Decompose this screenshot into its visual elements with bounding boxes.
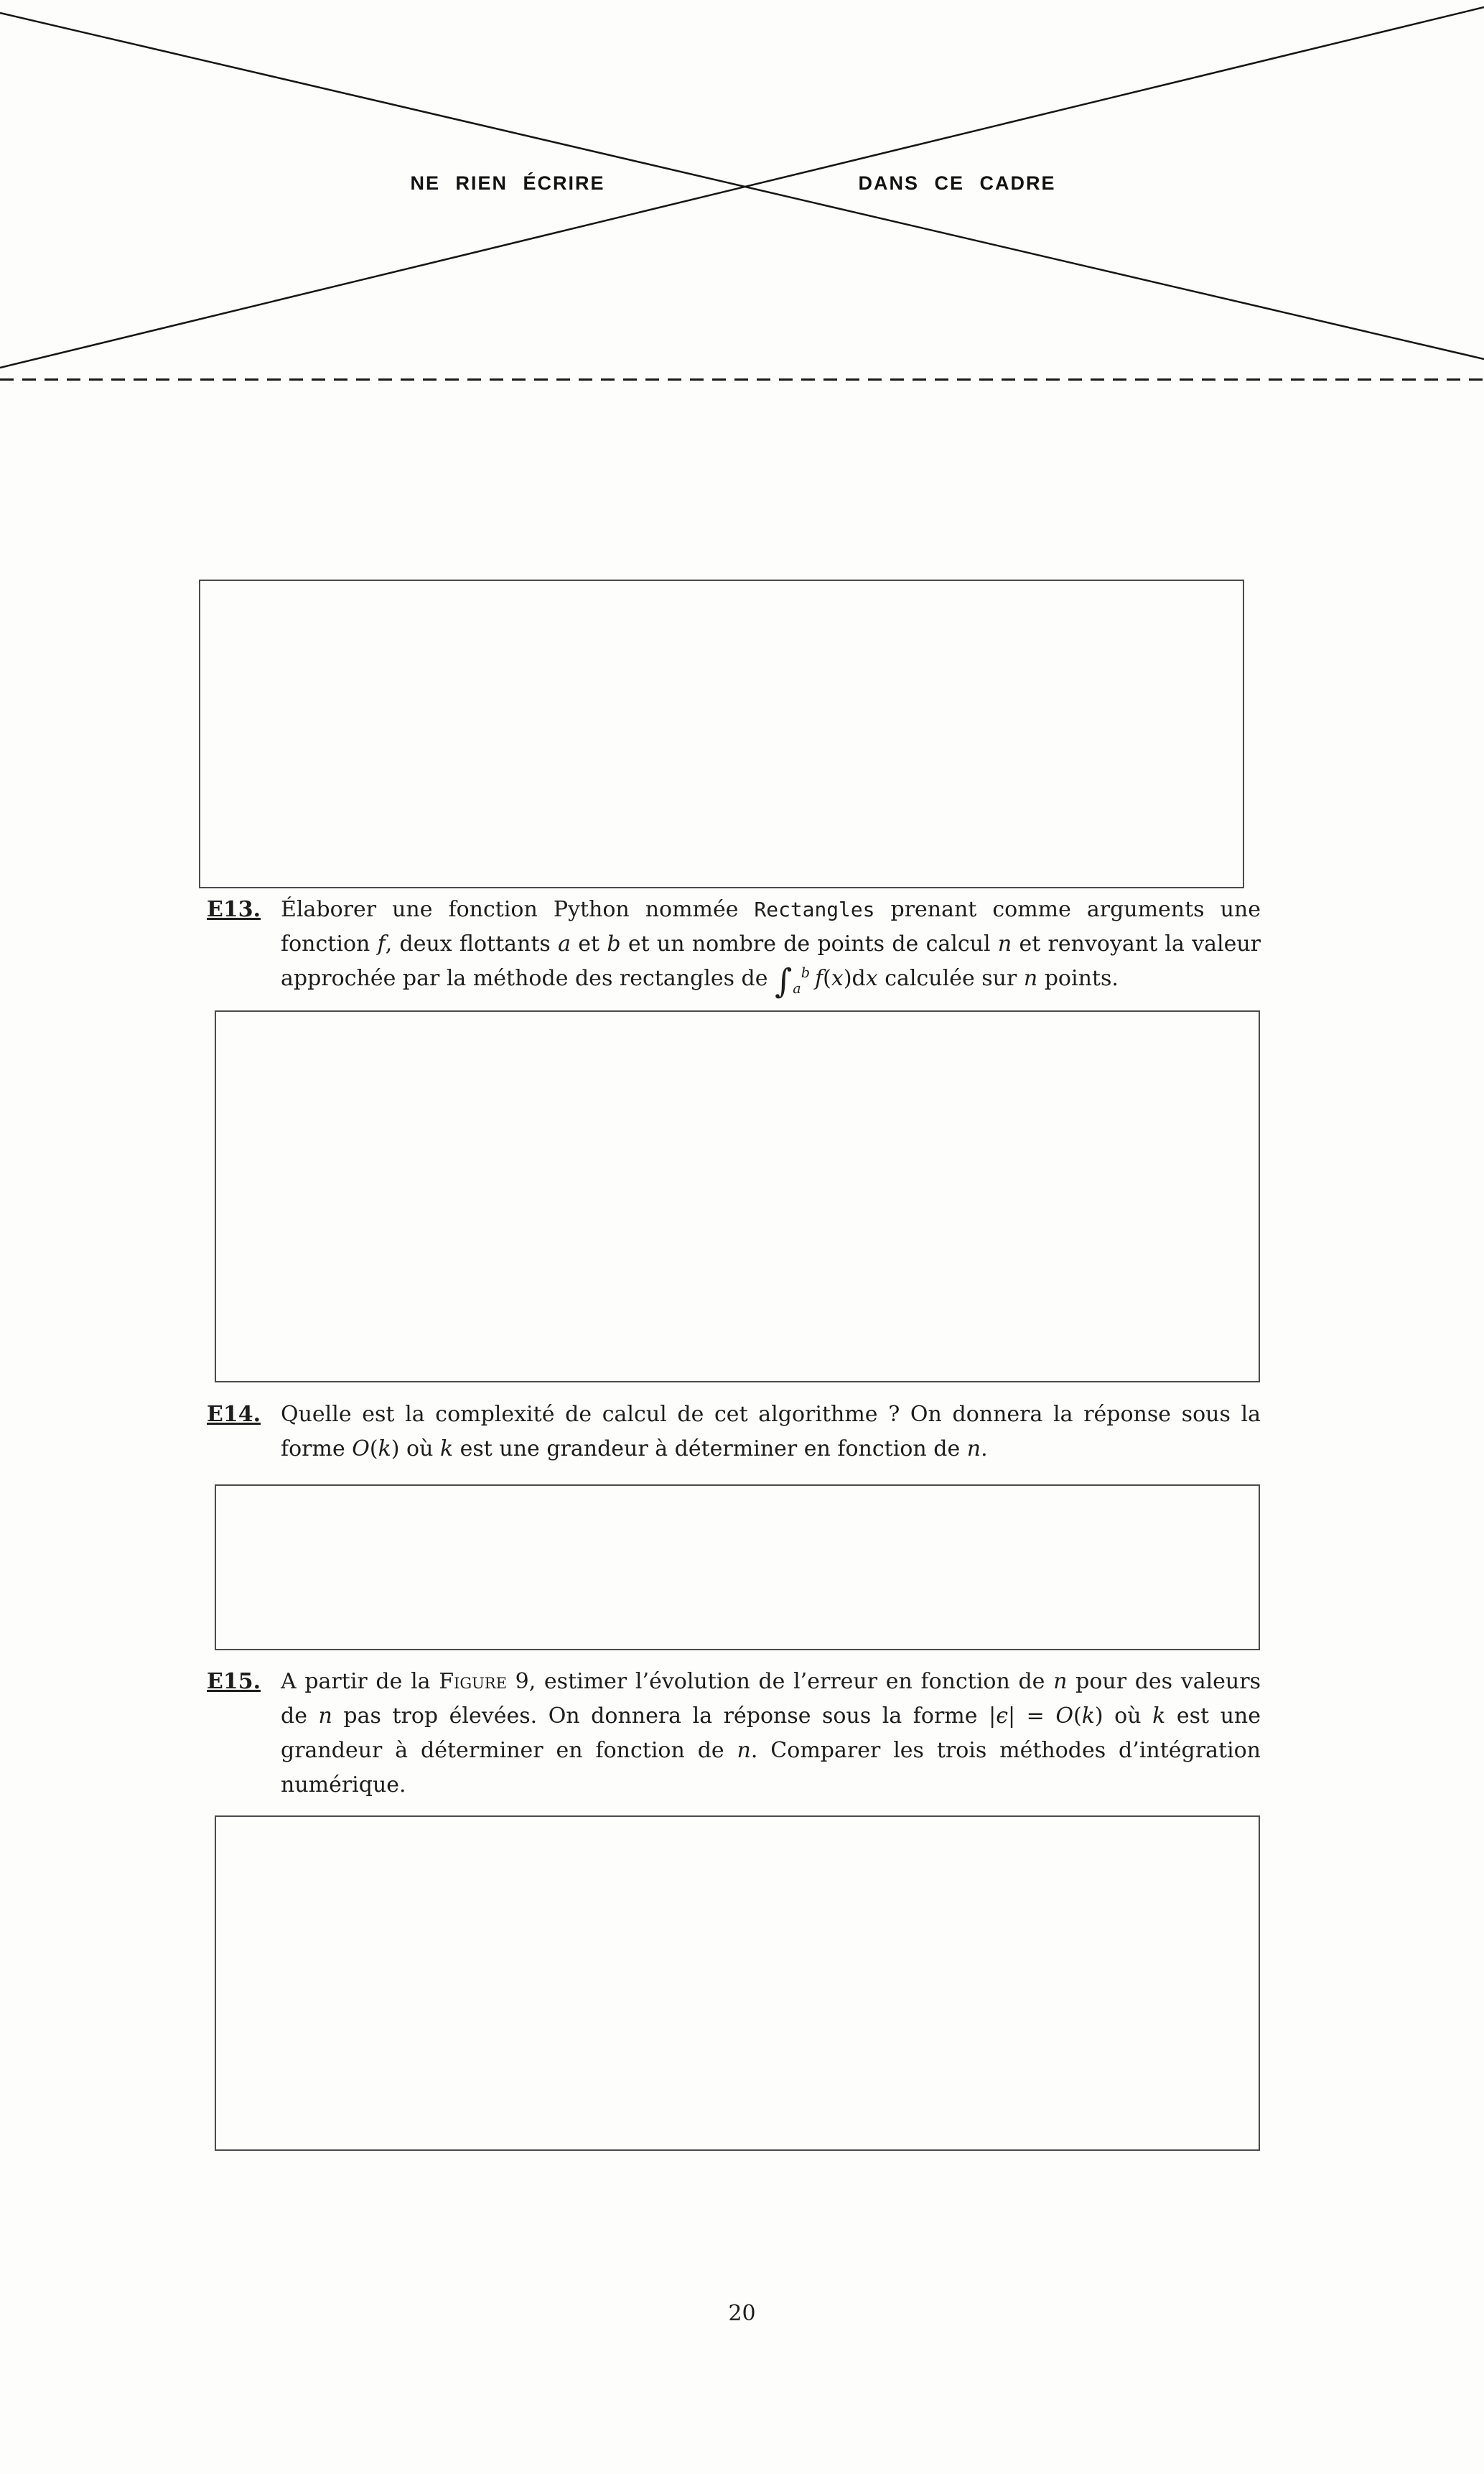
question-e14-label: E14.	[207, 1402, 261, 1427]
question-e15-label: E15.	[207, 1669, 261, 1694]
question-e13-text: Élaborer une fonction Python nommée Rectangles prenant comme arguments une fonction f, deux flottants a et b et un nombre de points de calcul n et renvoyant la valeur approchée par la méthode des rectangles de ∫ b a f(x)dx calculée sur n points.	[281, 897, 1261, 1001]
answer-box-e13	[215, 1010, 1260, 1382]
question-e13-label: E13.	[207, 897, 261, 922]
diagonal-line-down	[0, 13, 1484, 359]
question-e14-text: Quelle est la complexité de calcul de cet algorithme ? On donnera la réponse sous la forme O(k) où k est une grandeur à déterminer en fonction de n.	[281, 1402, 1261, 1461]
question-e13	[207, 893, 1261, 1001]
crossed-out-frame	[0, 0, 1484, 388]
frame-label-left: NE RIEN ÉCRIRE	[410, 172, 605, 194]
diagonal-line-up	[0, 7, 1484, 368]
frame-label-right: DANS CE CADRE	[858, 172, 1056, 194]
page-number: 20	[728, 2301, 756, 2326]
answer-box-e14	[215, 1484, 1260, 1650]
question-e14	[207, 1398, 1261, 1466]
answer-box-top	[199, 580, 1244, 888]
question-e15	[207, 1665, 1261, 1803]
dashed-cut-line	[0, 378, 1484, 381]
question-e15-text: A partir de la Figure 9, estimer l’évolution de l’erreur en fonction de n pour des valeurs de n pas trop élevées. On donnera la réponse sous la forme |ϵ| = O(k) où k est une grandeur à déterminer en fonction de n. Comparer les trois méthodes d’intégration numérique.	[281, 1669, 1261, 1798]
answer-box-e15	[215, 1815, 1260, 2151]
